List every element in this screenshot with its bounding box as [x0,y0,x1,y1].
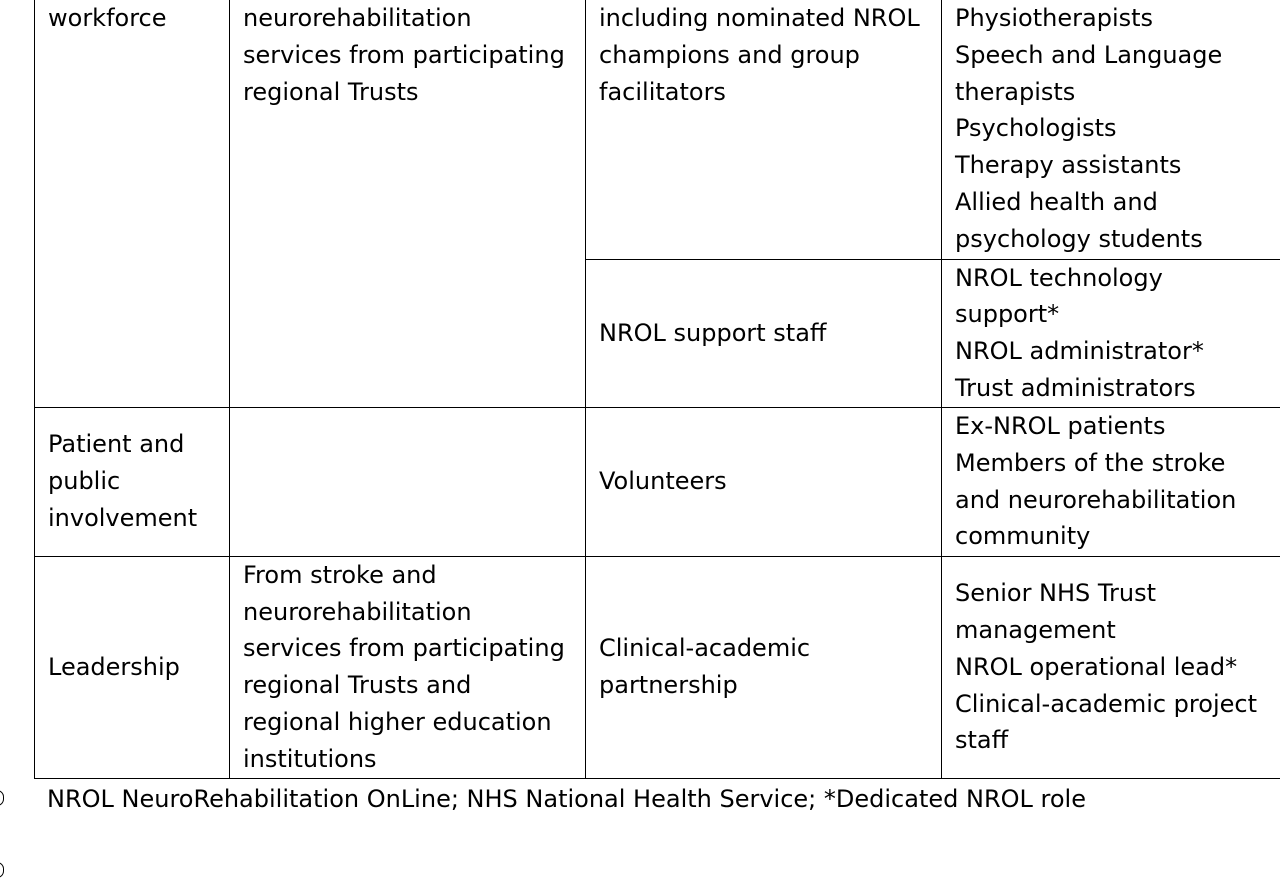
cell-line: public [48,467,121,496]
roles-cell [942,556,1280,778]
cell-line: and neurorehabilitation [955,485,1237,514]
cell-line: Physiotherapists [955,4,1154,32]
cell-line: NROL operational lead* [955,652,1238,681]
roles-table [34,0,1280,779]
group-cell [586,0,942,259]
cell-line: neurorehabilitation [243,4,472,32]
table-row [35,0,1280,259]
roles-cell [942,407,1280,556]
cell-line: Ex-NROL patients [955,412,1166,441]
roles-cell [942,0,1280,259]
roles-cell [942,259,1280,407]
table-footnote: NROL NeuroRehabilitation OnLine; NHS National Health Service; *Dedicated NROL role [47,785,1086,813]
group-cell [586,259,942,407]
category-cell [35,407,230,556]
cell-line: Clinical-academic [599,634,811,663]
cell-line: psychology students [955,224,1203,253]
cell-line: neurorehabilitation [243,597,472,626]
group-cell [586,407,942,556]
cell-line: Psychologists [955,114,1117,143]
cell-line: workforce [48,4,167,32]
cell-line: Volunteers [599,467,727,496]
cell-line: management [955,615,1116,644]
cell-line: Allied health and [955,187,1158,216]
cell-line: NROL technology [955,263,1163,292]
cell-line: Leadership [48,652,180,681]
cell-line: including nominated NROL [599,4,920,32]
cell-line: involvement [48,504,198,533]
cell-line: services from participating [243,40,565,69]
cell-line: From stroke and [243,560,437,589]
cell-line: Patient and [48,430,185,459]
cell-line: therapists [955,77,1076,106]
cell-line: regional Trusts and [243,671,472,700]
cell-line: Clinical-academic project [955,689,1257,718]
cell-line: institutions [243,744,377,773]
cell-line: Trust administrators [955,373,1196,402]
cell-line: services from participating [243,634,565,663]
source-cell [230,407,586,556]
cell-line: regional Trusts [243,77,419,106]
cell-line: champions and group [599,40,860,69]
cell-line: community [955,522,1091,551]
cell-line: Therapy assistants [955,151,1182,180]
cell-line: Speech and Language [955,40,1223,69]
category-cell [35,0,230,407]
cell-line: NROL support staff [599,318,827,347]
cell-line: facilitators [599,77,726,106]
cell-line: NROL administrator* [955,337,1204,366]
source-cell [230,556,586,778]
category-cell [35,556,230,778]
cell-line: partnership [599,671,738,700]
left-edge-mark [0,862,4,878]
cell-line: support* [955,300,1060,329]
cell-line: staff [955,726,1009,755]
group-cell [586,556,942,778]
left-edge-mark [0,790,4,806]
table-row [35,407,1280,556]
source-cell [230,0,586,407]
cell-line: Members of the stroke [955,448,1226,477]
table-row [35,556,1280,778]
cell-line: regional higher education [243,707,552,736]
cell-line: Senior NHS Trust [955,579,1157,608]
